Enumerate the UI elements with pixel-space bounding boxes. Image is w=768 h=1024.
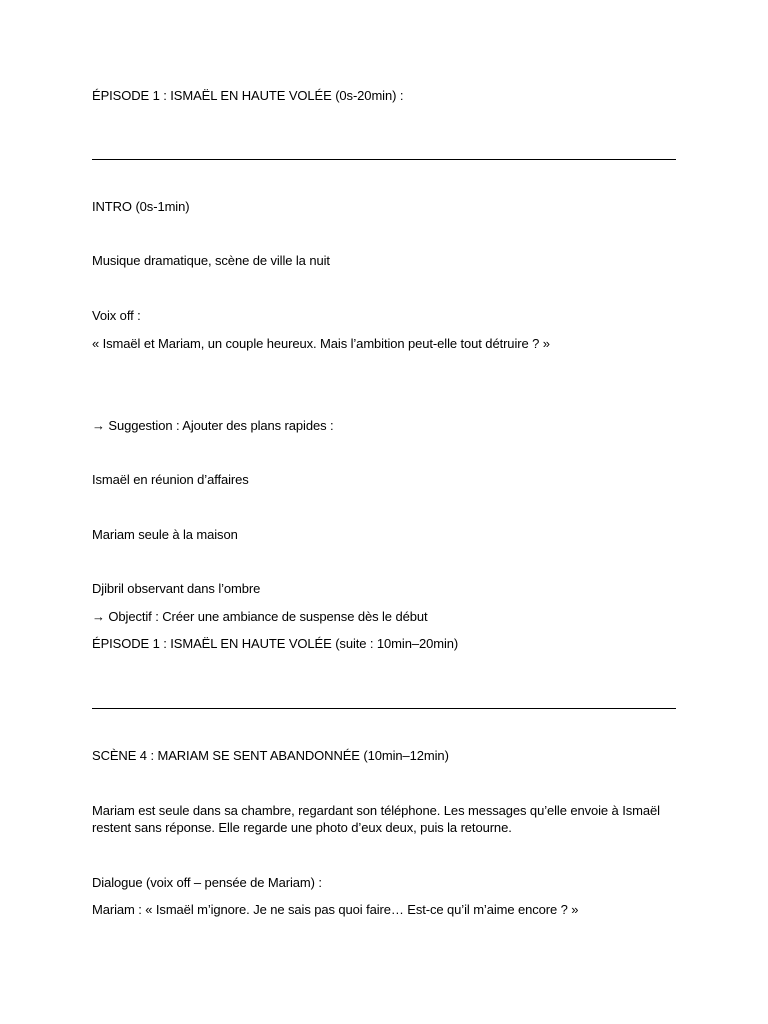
voice-over-text: « Ismaël et Mariam, un couple heureux. Mais l’ambition peut-elle tout détruire ? » xyxy=(92,336,550,351)
episode-title: ÉPISODE 1 : ISMAËL EN HAUTE VOLÉE (0s-20min) : xyxy=(92,88,404,103)
episode-continued-title: ÉPISODE 1 : ISMAËL EN HAUTE VOLÉE (suite : 10min–20min) xyxy=(92,636,459,651)
shot-item: Mariam seule à la maison xyxy=(92,527,238,542)
voice-over-label: Voix off : xyxy=(92,308,141,323)
section-divider xyxy=(92,708,676,709)
suggestion-line: → Suggestion : Ajouter des plans rapides : xyxy=(92,418,334,433)
intro-heading: INTRO (0s-1min) xyxy=(92,199,190,214)
intro-ambiance: Musique dramatique, scène de ville la nuit xyxy=(92,253,330,268)
shot-item: Djibril observant dans l’ombre xyxy=(92,581,261,596)
section-divider xyxy=(92,159,676,160)
dialogue-label: Dialogue (voix off – pensée de Mariam) : xyxy=(92,875,322,890)
scene-description: Mariam est seule dans sa chambre, regardant son téléphone. Les messages qu’elle envoie à Ismaël restent sans réponse. Elle regarde une photo d’eux deux, puis la retourne. xyxy=(92,803,660,835)
scene-heading: SCÈNE 4 : MARIAM SE SENT ABANDONNÉE (10min–12min) xyxy=(92,748,449,763)
dialogue-line: Mariam : « Ismaël m’ignore. Je ne sais pas quoi faire… Est-ce qu’il m’aime encore ? » xyxy=(92,902,579,917)
shot-item: Ismaël en réunion d’affaires xyxy=(92,472,249,487)
objective-line: → Objectif : Créer une ambiance de suspense dès le début xyxy=(92,609,428,624)
